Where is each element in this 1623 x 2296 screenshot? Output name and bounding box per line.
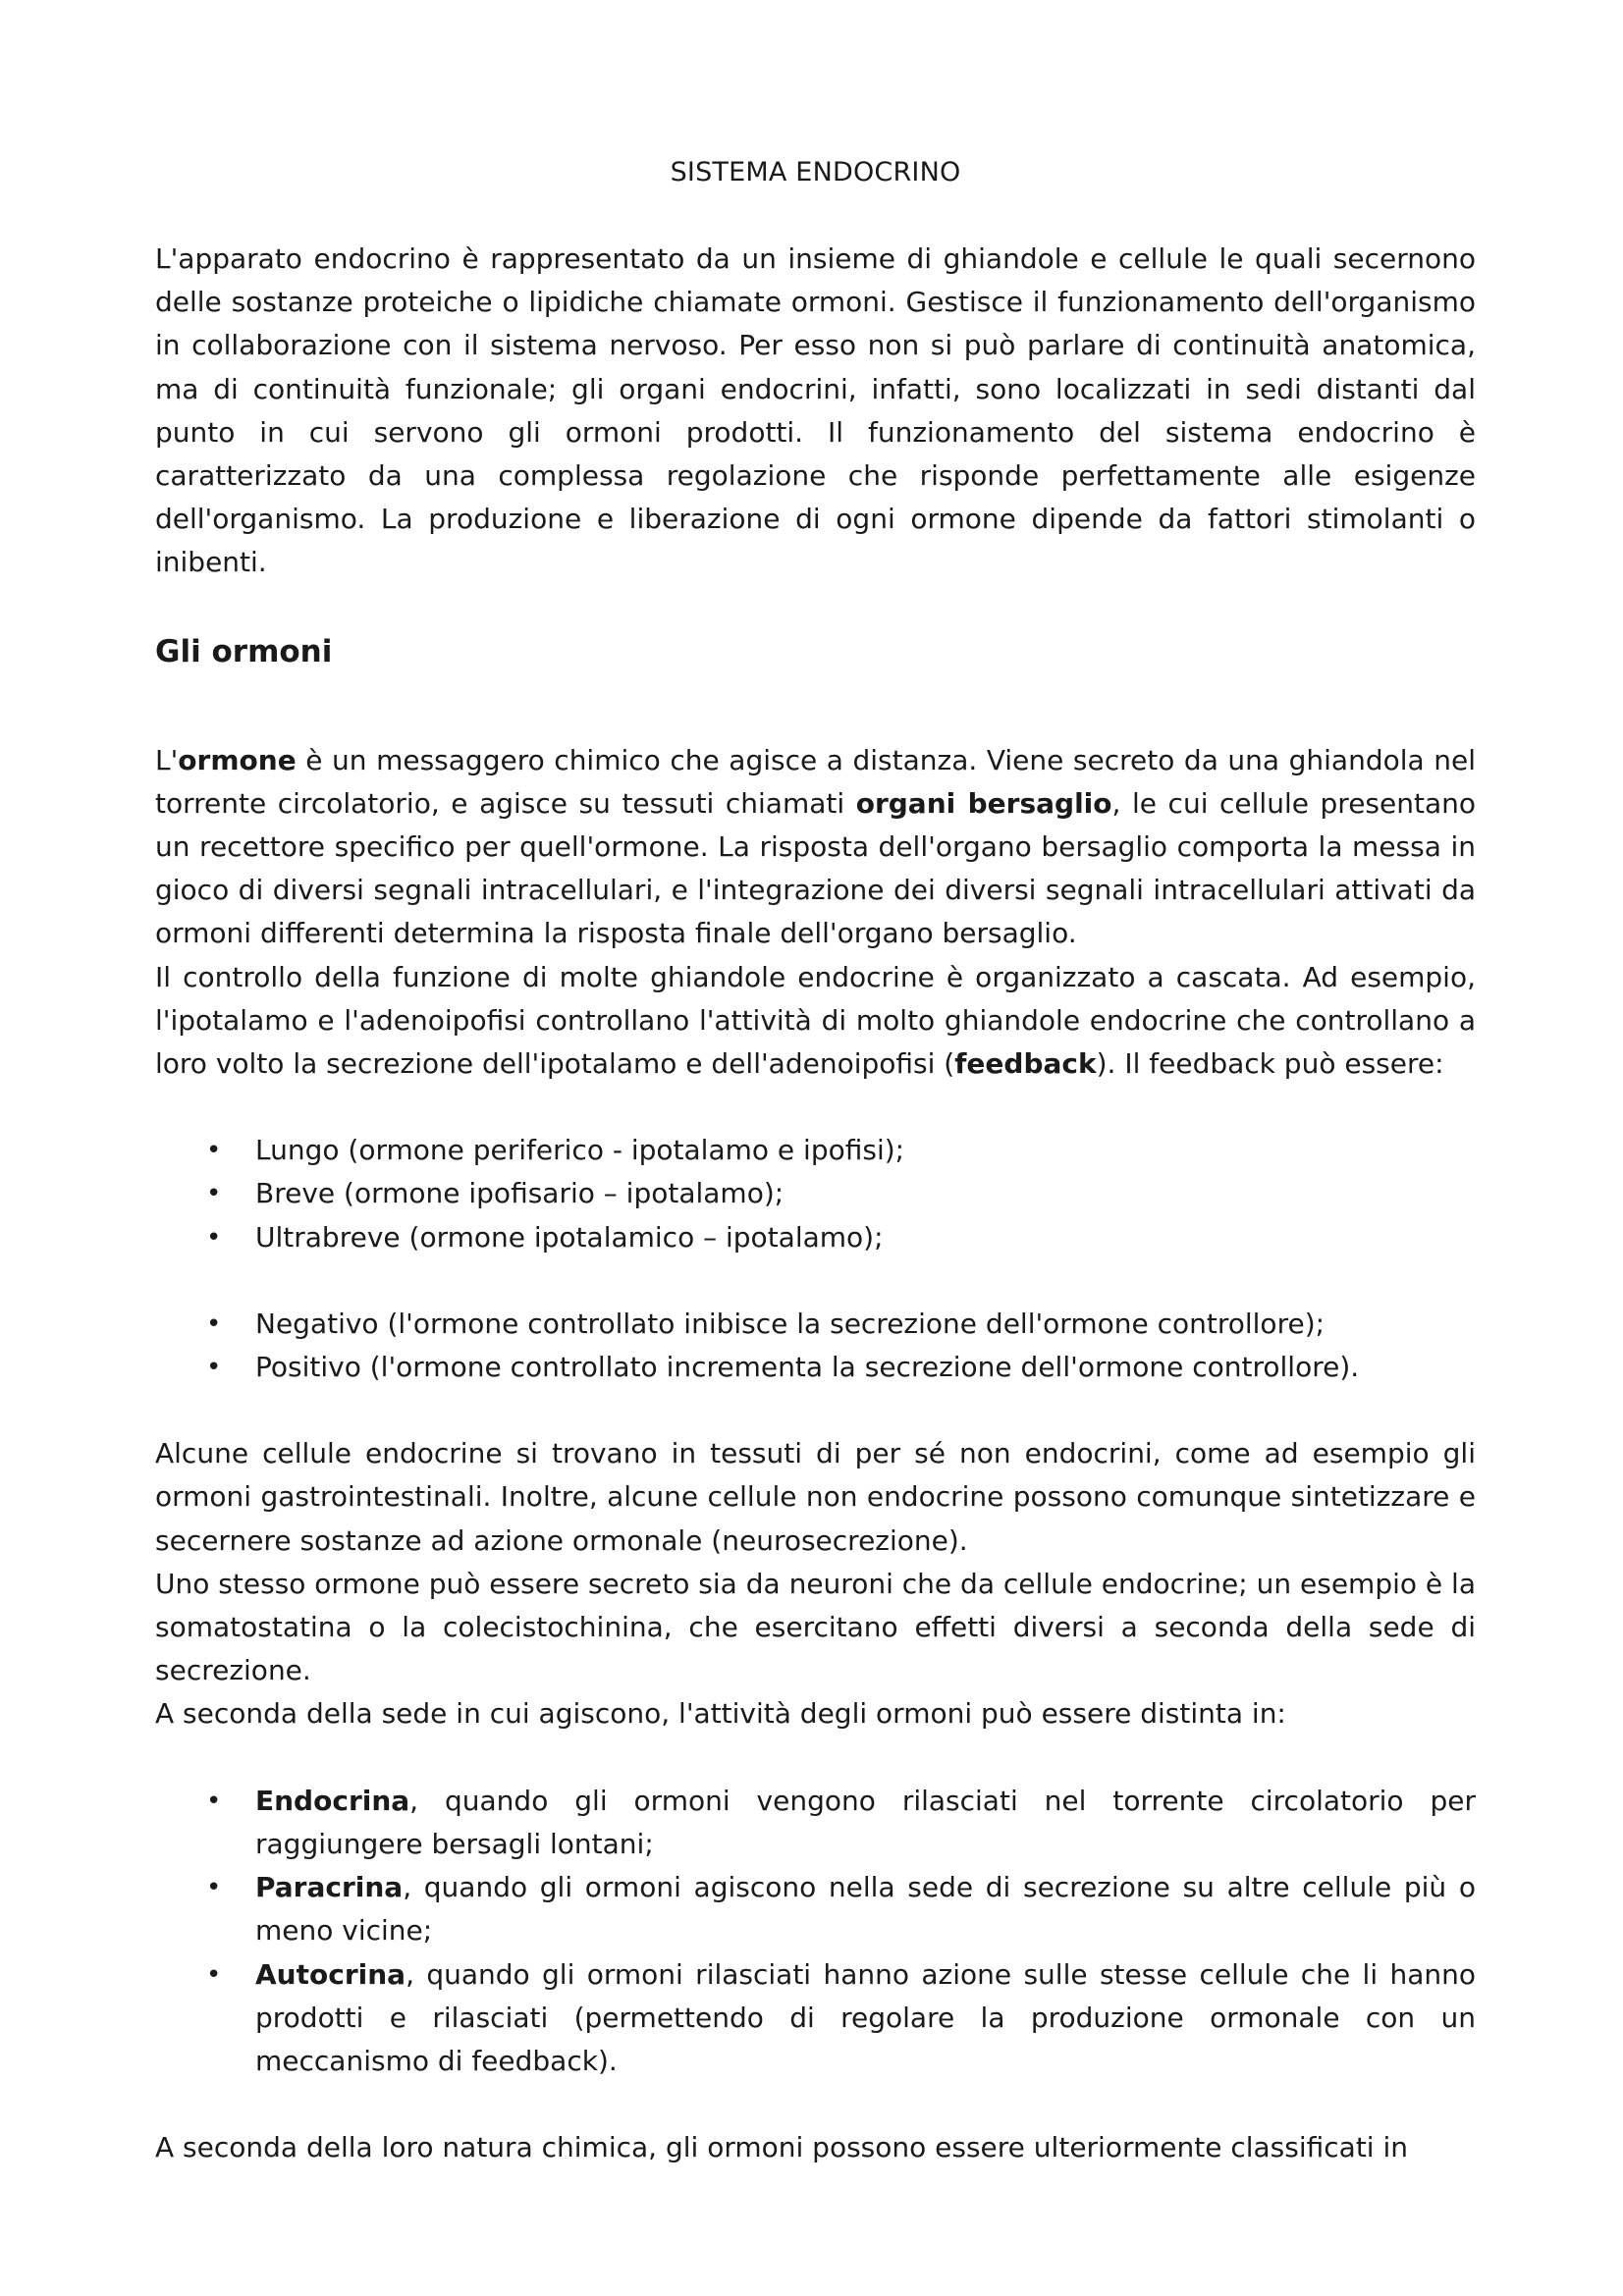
bullet-icon: •	[206, 1786, 222, 1816]
list-item	[155, 1866, 1476, 1952]
activity-type-list	[155, 1780, 1476, 2083]
feedback-duration-list	[155, 1129, 1476, 1259]
activity-intro-paragraph: A seconda della sede in cui agiscono, l'attività degli ormoni può essere distinta in:	[155, 1697, 1286, 1731]
term-feedback: feedback	[954, 1047, 1097, 1081]
list-item-text: , quando gli ormoni rilasciati hanno azione sulle stesse cellule che li hanno prodotti e rilasciati (permettendo di regolare la produzione ormonale con un meccanismo di feedback).	[255, 1957, 1476, 2077]
term-autocrina: Autocrina	[255, 1957, 406, 1991]
list-item	[155, 1953, 1476, 2084]
list-item	[155, 1172, 1476, 1215]
section-heading: Gli ormoni	[155, 633, 333, 669]
list-item-text: , quando gli ormoni agiscono nella sede di secrezione su altre cellule più o meno vicine;	[255, 1871, 1476, 1948]
list-item-text: Negativo (l'ormone controllato inibisce la secrezione dell'ormone controllore);	[255, 1307, 1325, 1340]
term-paracrina: Paracrina	[255, 1871, 404, 1904]
feedback-sign-list	[155, 1303, 1476, 1389]
bullet-icon: •	[206, 1179, 222, 1209]
intro-paragraph: L'apparato endocrino è rappresentato da un insieme di ghiandole e cellule le quali secernono delle sostanze proteiche o lipidiche chiamate ormoni. Gestisce il funzionamento dell'organismo in collaborazione con il sistema nervoso. Per esso non si può parlare di continuità anatomica, ma di continuità funzionale; gli organi endocrini, infatti, sono localizzati in sedi distanti dal punto in cui servono gli ormoni prodotti. Il funzionamento del sistema endocrino è caratterizzato da una complessa regolazione che risponde perfettamente alle esigenze dell'organismo. La produzione e liberazione di ogni ormone dipende da fattori stimolanti o inibenti.	[155, 242, 1476, 579]
term-endocrina: Endocrina	[255, 1784, 410, 1817]
list-item-text: Positivo (l'ormone controllato incrementa la secrezione dell'ormone controllore).	[255, 1351, 1360, 1384]
chemical-nature-paragraph: A seconda della loro natura chimica, gli ormoni possono essere ulteriormente classificati in	[155, 2131, 1408, 2164]
text-run: , le cui cellule presentano un recettore specifico per quell'ormone. La risposta dell'organo bersaglio comporta la messa in gioco di diversi segnali intracellulari, e l'integrazione dei diversi segnali intracellulari attivati da ormoni differenti determina la risposta finale dell'organo bersaglio.	[155, 786, 1476, 950]
list-item-text: Breve (ormone ipofisario – ipotalamo);	[255, 1177, 784, 1210]
non-endocrine-paragraph: Alcune cellule endocrine si trovano in tessuti di per sé non endocrini, come ad esempio gli ormoni gastrointestinali. Inoltre, alcune cellule non endocrine possono comunque sintetizzare e secernere sostanze ad azione ormonale (neurosecrezione).	[155, 1437, 1476, 1557]
bullet-icon: •	[206, 1308, 222, 1339]
list-item	[155, 1303, 1476, 1346]
list-item	[155, 1346, 1476, 1389]
bullet-icon: •	[206, 1353, 222, 1383]
hormone-definition-paragraph	[155, 739, 1476, 956]
text-run: L'	[155, 743, 179, 776]
bullet-icon: •	[206, 1136, 222, 1166]
list-item-text: Lungo (ormone periferico - ipotalamo e ipofisi);	[255, 1134, 905, 1167]
cascade-control-paragraph	[155, 956, 1476, 1087]
text-run: ). Il feedback può essere:	[1096, 1047, 1444, 1081]
term-ormone: ormone	[178, 743, 297, 776]
bullet-icon: •	[206, 1222, 222, 1253]
same-hormone-paragraph: Uno stesso ormone può essere secreto sia da neuroni che da cellule endocrine; un esempio è la somatostatina o la colecistochinina, che esercitano effetti diversi a seconda della sede di secrezione.	[155, 1567, 1476, 1687]
list-item	[155, 1129, 1476, 1172]
text-run: Il controllo della funzione di molte ghiandole endocrine è organizzato a cascata. Ad esempio, l'ipotalamo e l'adenoipofisi controllano l'attività di molto ghiandole endocrine che controllano a loro volto la secrezione dell'ipotalamo e dell'adenoipofisi (	[155, 960, 1476, 1081]
text-run: è un messaggero chimico che agisce a distanza. Viene secreto da una ghiandola nel torrente circolatorio, e agisce su tessuti chiamati	[155, 743, 1476, 820]
bullet-icon: •	[206, 1959, 222, 1990]
list-item-text: , quando gli ormoni vengono rilasciati nel torrente circolatorio per raggiungere bersagli lontani;	[255, 1784, 1476, 1860]
list-item	[155, 1216, 1476, 1259]
term-organi-bersaglio: organi bersaglio	[855, 786, 1112, 820]
list-item	[155, 1780, 1476, 1866]
document-title: SISTEMA ENDOCRINO	[670, 157, 961, 187]
list-item-text: Ultrabreve (ormone ipotalamico – ipotalamo);	[255, 1220, 884, 1254]
bullet-icon: •	[206, 1873, 222, 1903]
